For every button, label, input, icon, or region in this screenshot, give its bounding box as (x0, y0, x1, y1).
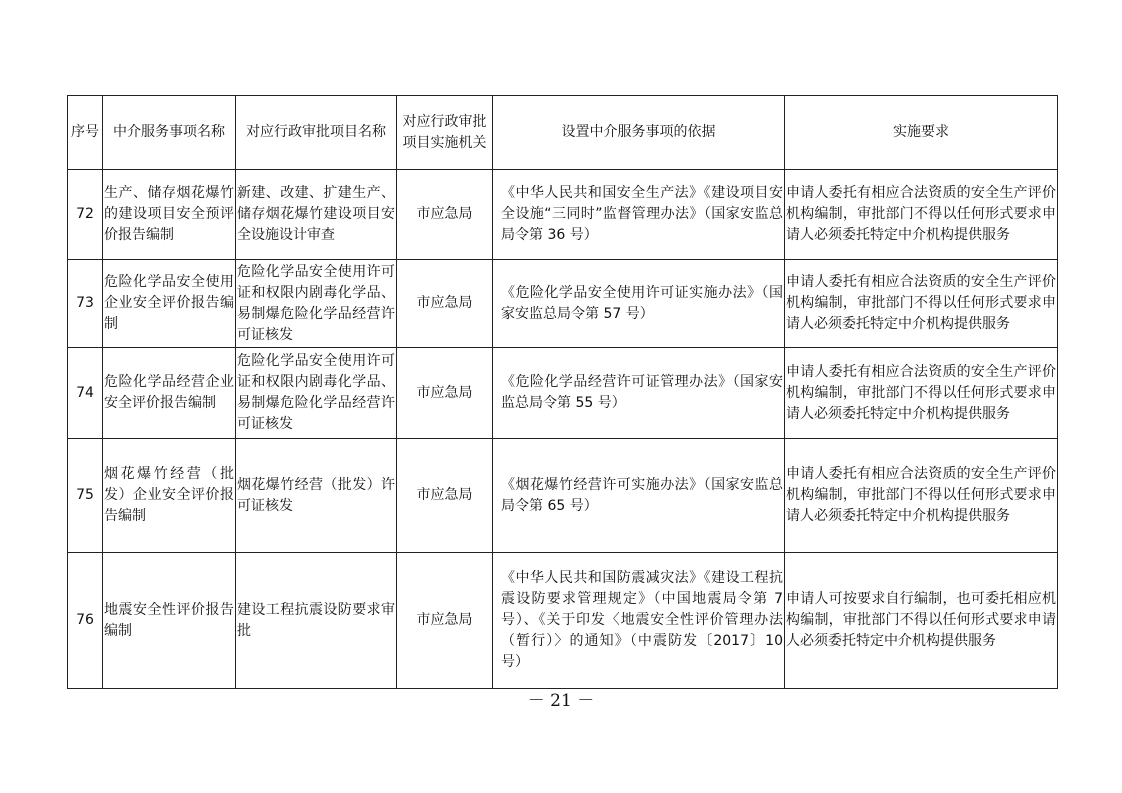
row-approval-item: 烟花爆竹经营（批发）许可证核发 (236, 439, 397, 553)
row-approval-item: 新建、改建、扩建生产、储存烟花爆竹建设项目安全设施设计审查 (236, 170, 397, 260)
table-row (68, 260, 1058, 348)
row-seq: 76 (68, 553, 103, 689)
header-seq: 序号 (68, 96, 103, 170)
header-approval-item: 对应行政审批项目名称 (236, 96, 397, 170)
row-agency: 市应急局 (397, 170, 493, 260)
row-requirement: 申请人委托有相应合法资质的安全生产评价机构编制，审批部门不得以任何形式要求申请人必须委托特定中介机构提供服务 (785, 439, 1058, 553)
table-row (68, 348, 1058, 439)
row-service-name: 危险化学品经营企业安全评价报告编制 (103, 348, 236, 439)
table-row (68, 170, 1058, 260)
row-approval-item: 危险化学品安全使用许可证和权限内剧毒化学品、易制爆危险化学品经营许可证核发 (236, 260, 397, 348)
row-basis: 《危险化学品经营许可证管理办法》（国家安监总局令第 55 号） (493, 348, 785, 439)
row-basis: 《危险化学品安全使用许可证实施办法》（国家安监总局令第 57 号） (493, 260, 785, 348)
row-approval-item: 危险化学品安全使用许可证和权限内剧毒化学品、易制爆危险化学品经营许可证核发 (236, 348, 397, 439)
row-requirement: 申请人可按要求自行编制，也可委托相应机构编制，审批部门不得以任何形式要求申请人必须委托特定中介机构提供服务 (785, 553, 1058, 689)
row-requirement: 申请人委托有相应合法资质的安全生产评价机构编制，审批部门不得以任何形式要求申请人必须委托特定中介机构提供服务 (785, 348, 1058, 439)
row-basis: 《中华人民共和国安全生产法》《建设项目安全设施“三同时”监督管理办法》（国家安监总局令第 36 号） (493, 170, 785, 260)
row-seq: 74 (68, 348, 103, 439)
row-service-name: 地震安全性评价报告编制 (103, 553, 236, 689)
row-approval-item: 建设工程抗震设防要求审批 (236, 553, 397, 689)
row-seq: 75 (68, 439, 103, 553)
header-basis: 设置中介服务事项的依据 (493, 96, 785, 170)
table-row (68, 553, 1058, 689)
row-requirement: 申请人委托有相应合法资质的安全生产评价机构编制，审批部门不得以任何形式要求申请人必须委托特定中介机构提供服务 (785, 170, 1058, 260)
row-service-name: 烟花爆竹经营（批发）企业安全评价报告编制 (103, 439, 236, 553)
header-agency: 对应行政审批项目实施机关 (397, 96, 493, 170)
header-service-name: 中介服务事项名称 (103, 96, 236, 170)
row-agency: 市应急局 (397, 260, 493, 348)
row-agency: 市应急局 (397, 553, 493, 689)
row-agency: 市应急局 (397, 439, 493, 553)
row-seq: 73 (68, 260, 103, 348)
row-agency: 市应急局 (397, 348, 493, 439)
row-basis: 《中华人民共和国防震减灾法》《建设工程抗震设防要求管理规定》（中国地震局令第 7 号）、《关于印发〈地震安全性评价管理办法（暂行）〉的通知》（中震防发〔2017〕10 号） (493, 553, 785, 689)
row-service-name: 危险化学品安全使用企业安全评价报告编制 (103, 260, 236, 348)
row-basis: 《烟花爆竹经营许可实施办法》（国家安监总局令第 65 号） (493, 439, 785, 553)
row-service-name: 生产、储存烟花爆竹的建设项目安全预评价报告编制 (103, 170, 236, 260)
intermediary-services-table (67, 95, 1058, 689)
row-seq: 72 (68, 170, 103, 260)
table-header-row (68, 96, 1058, 170)
row-requirement: 申请人委托有相应合法资质的安全生产评价机构编制，审批部门不得以任何形式要求申请人必须委托特定中介机构提供服务 (785, 260, 1058, 348)
table-row (68, 439, 1058, 553)
header-requirement: 实施要求 (785, 96, 1058, 170)
page-number: － 21 － (527, 691, 595, 711)
